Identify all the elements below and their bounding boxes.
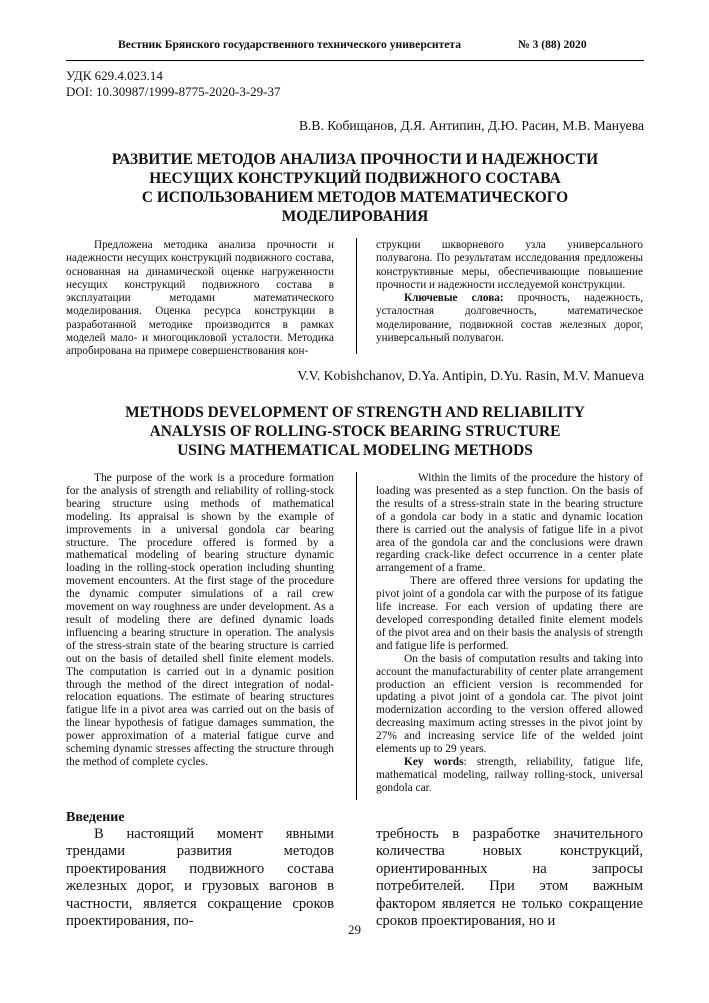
intro-right-text: требность в разработке значительного количества новых конструкций, ориентированных на запросы потребителей. При этом важным фактором является не только сокращение сроков проектирования, но и bbox=[376, 826, 643, 930]
abstract-en-left-text: The purpose of the work is a procedure formation for the analysis of strength and reliability of rolling-stock bearing structure using methods of mathematical modeling. Its appraisal is shown by the example of improvements in a universal gondola car bearing structure. The procedure offered is formed by a mathematical modeling of bearing structure dynamic loading in the rolling-stock operation including shunting movement encounters. At the first stage of the procedure the dynamic computer simulations of a rail crew movement on way roughness are under development. As a result of modeling there are defined dynamic loads influencing a bearing structure in operation. The analysis of the stress-strain state of the bearing structure is carried out on the basis of detailed shell finite element models. The computation is carried out in a dynamic position through the method of the direct integration of nodal-relocation equations. The estimate of bearing structures fatigue life in a pivot area was carried out on the basis of the linear hypothesis of fatigue damages summation, the power approximation of a material fatigue curve and scheming dynamic stresses affecting the structure through the method of complete cycles. bbox=[66, 472, 334, 768]
keywords-en bbox=[376, 756, 643, 795]
abstract-en-left bbox=[66, 472, 334, 769]
title-ru-line: С ИСПОЛЬЗОВАНИЕМ МЕТОДОВ МАТЕМАТИЧЕСКОГО bbox=[141, 189, 569, 206]
abstract-en-right bbox=[376, 472, 643, 795]
keywords-ru-text: прочность, надежность, усталостная долговечность, математическое моделирование, подвижной состав железных дорог, универсальный полувагон. bbox=[376, 292, 643, 344]
column-divider-en bbox=[356, 472, 357, 800]
abstract-en-right-p1: Within the limits of the procedure the history of loading was presented as a step function. On the basis of the results of a stress-strain state in the bearing structure of a gondola car body in a static and dynamic location there is carried out the analysis of fatigue life in a pivot area of the gondola car and the conclusions were drawn regarding crack-like defect occurrence in a center plate arrangement of a frame. bbox=[376, 472, 643, 575]
udk: УДК 629.4.023.14 bbox=[66, 68, 163, 83]
intro-left bbox=[66, 826, 334, 930]
intro-left-text: В настоящий момент явными трендами развития методов проектирования подвижного состава железных дорог, и грузовых вагонов в частности, является сокращение сроков проектирования, по- bbox=[66, 826, 334, 930]
abstract-ru-left-text: Предложена методика анализа прочности и надежности несущих конструкций подвижного состава, основанная на динамической оценке нагруженности несущих конструкций подвижного состава в эксплуатации методами математического моделирования. Оценка ресурса конструкции в разработанной методике производится в рамках моделей мало- и многоцикловой усталости. Методика апробирована на примере совершенствования кон- bbox=[66, 239, 334, 357]
authors-ru: В.В. Кобищанов, Д.Я. Антипин, Д.Ю. Расин, М.В. Мануева bbox=[298, 118, 644, 133]
abstract-ru-left bbox=[66, 239, 334, 358]
title-ru-line: НЕСУЩИХ КОНСТРУКЦИЙ ПОДВИЖНОГО СОСТАВА bbox=[149, 170, 561, 187]
intro-right bbox=[376, 826, 643, 930]
running-header bbox=[0, 38, 709, 58]
abstract-ru-right bbox=[376, 239, 643, 345]
abstract-en-right-p2: There are offered three versions for updating the pivot joint of a gondola car with the purpose of its fatigue life increase. For each version of updating there are developed corresponding detailed finite element models of the pivot area and on their basis the analysis of strength and fatigue life is performed. bbox=[376, 575, 643, 652]
title-ru-line: РАЗВИТИЕ МЕТОДОВ АНАЛИЗА ПРОЧНОСТИ И НАДЕЖНОСТИ bbox=[111, 151, 599, 168]
title-en-line: USING MATHEMATICAL MODELING METHODS bbox=[177, 442, 533, 459]
issue-number: № 3 (88) 2020 bbox=[518, 38, 587, 51]
section-heading-intro: Введение bbox=[66, 810, 125, 825]
keywords-en-text: : strength, reliability, fatigue life, mathematical modeling, railway rolling-stock, universal gondola car. bbox=[376, 755, 643, 794]
abstract-en-right-p3: On the basis of computation results and taking into account the manufacturability of center plate arrangement production an efficient version is recommended for updating a pivot joint of a gondola car. The pivot joint modernization according to the version offered allowed decreasing maximum acting stresses in the pivot joint by 27% and increasing service life of the welded joint elements up to 29 years. bbox=[376, 652, 643, 756]
title-en-line: ANALYSIS OF ROLLING-STOCK BEARING STRUCTURE bbox=[149, 423, 561, 440]
page-number: 29 bbox=[348, 922, 361, 937]
keywords-en-label: Key words bbox=[404, 755, 464, 768]
column-divider-ru bbox=[356, 238, 357, 354]
title-ru-line: МОДЕЛИРОВАНИЯ bbox=[281, 208, 429, 225]
doi: DOI: 10.30987/1999-8775-2020-3-29-37 bbox=[66, 84, 281, 99]
title-en bbox=[66, 403, 644, 460]
keywords-ru-label: Ключевые слова: bbox=[404, 292, 504, 304]
title-ru bbox=[66, 150, 644, 226]
header-rule bbox=[66, 60, 644, 61]
title-en-line: METHODS DEVELOPMENT OF STRENGTH AND RELIABILITY bbox=[125, 404, 585, 421]
abstract-ru-right-text: струкции шкворневого узла универсального полувагона. По результатам исследования предложены конструктивные меры, обеспечивающие повышение прочности и надежности исследуемой конструкции. bbox=[376, 239, 643, 291]
journal-name: Вестник Брянского государственного технического университета bbox=[118, 38, 462, 51]
authors-en: V.V. Kobishchanov, D.Ya. Antipin, D.Yu. Rasin, M.V. Manueva bbox=[297, 368, 644, 383]
keywords-ru bbox=[376, 292, 643, 345]
